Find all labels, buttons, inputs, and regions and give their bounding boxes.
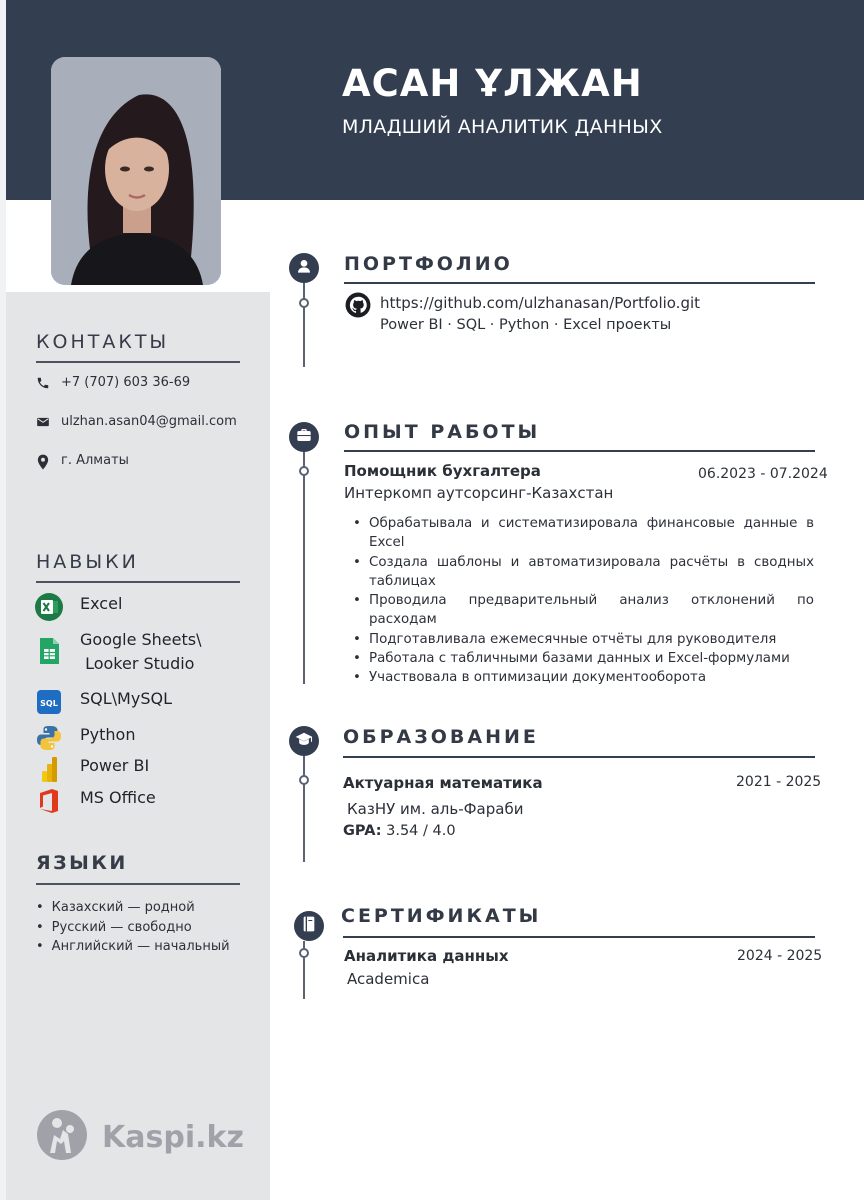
contact-phone[interactable] <box>36 375 190 390</box>
certificates-divider <box>343 936 815 938</box>
experience-heading: ОПЫТ РАБОТЫ <box>344 421 541 443</box>
job-duties-list <box>352 514 814 688</box>
certificates-section-icon <box>294 911 324 941</box>
kaspi-logo-icon <box>36 1109 88 1165</box>
contact-email[interactable] <box>36 414 237 429</box>
experience-timeline-dot <box>299 466 309 476</box>
skill-sheets-label-1: Google Sheets\ <box>80 630 202 649</box>
job-duty: • Проводила предварительный анализ отклонений по расходам <box>352 591 814 630</box>
skill-excel-label: Excel <box>80 594 123 613</box>
google-sheets-icon <box>34 636 64 666</box>
languages-divider <box>36 883 240 885</box>
certificates-heading: СЕРТИФИКАТЫ <box>341 905 542 927</box>
education-timeline-line <box>303 756 305 862</box>
language-item: • Английский — начальный <box>36 937 230 957</box>
skill-python <box>34 723 135 753</box>
skills-divider <box>36 581 240 583</box>
language-item: • Казахский — родной <box>36 898 230 918</box>
skill-power-bi <box>34 754 149 784</box>
portfolio-heading: ПОРТФОЛИО <box>344 253 513 275</box>
languages-list <box>36 898 230 957</box>
candidate-name: АСАН ҰЛЖАН <box>342 62 643 105</box>
city-text: г. Алматы <box>61 453 129 468</box>
job-duty: • Создала шаблоны и автоматизировала расчёты в сводных таблицах <box>352 553 814 592</box>
skill-sql-label: SQL\MySQL <box>80 689 172 708</box>
job-dates: 06.2023 - 07.2024 <box>698 466 828 482</box>
job-duty: • Участвовала в оптимизации документооборота <box>352 668 814 687</box>
skill-ms-office-label: MS Office <box>80 788 156 807</box>
certificates-timeline-dot <box>299 948 309 958</box>
gpa-value: 3.54 / 4.0 <box>381 823 456 839</box>
certificate-book-icon <box>302 916 316 936</box>
portfolio-divider <box>344 282 815 284</box>
phone-text: +7 (707) 603 36-69 <box>61 375 191 390</box>
education-dates: 2021 - 2025 <box>736 774 822 790</box>
sql-badge-text: SQL <box>40 699 58 708</box>
briefcase-icon <box>296 427 312 447</box>
ms-office-icon <box>34 786 64 816</box>
education-field: Актуарная математика <box>343 774 543 792</box>
languages-heading: ЯЗЫКИ <box>36 852 128 874</box>
education-divider <box>343 756 815 758</box>
phone-icon <box>36 376 50 390</box>
portfolio-section-icon <box>289 253 319 283</box>
gpa-label: GPA: <box>343 823 382 839</box>
job-position: Помощник бухгалтера <box>344 462 541 480</box>
certificate-provider: Academica <box>347 970 430 988</box>
skill-excel <box>34 592 122 622</box>
certificate-dates: 2024 - 2025 <box>737 948 823 964</box>
education-timeline-dot <box>299 775 309 785</box>
education-heading: ОБРАЗОВАНИЕ <box>343 726 539 748</box>
portfolio-link[interactable]: https://github.com/ulzhanasan/Portfolio.git <box>380 294 701 312</box>
power-bi-icon <box>34 754 64 784</box>
education-university: КазНУ им. аль-Фараби <box>347 800 524 818</box>
profile-photo <box>51 57 221 285</box>
kaspi-text: Kaspi.kz <box>102 1119 244 1155</box>
experience-section-icon <box>289 422 319 452</box>
skill-google-sheets <box>34 628 202 676</box>
experience-divider <box>344 450 815 452</box>
job-duty: • Обрабатывала и систематизировала финансовые данные в Excel <box>352 514 814 553</box>
skill-python-label: Python <box>80 725 136 744</box>
skill-sql <box>34 687 172 717</box>
location-pin-icon <box>36 454 50 468</box>
certificate-name: Аналитика данных <box>344 947 509 965</box>
github-icon <box>345 292 371 318</box>
kaspi-watermark <box>36 1109 244 1165</box>
python-icon <box>34 723 64 753</box>
graduation-cap-icon <box>295 731 313 751</box>
email-text: ulzhan.asan04@gmail.com <box>61 414 237 429</box>
candidate-role: МЛАДШИЙ АНАЛИТИК ДАННЫХ <box>342 116 663 138</box>
skill-ms-office <box>34 786 156 816</box>
skill-sheets-label-2: Looker Studio <box>80 654 195 673</box>
language-item: • Русский — свободно <box>36 918 230 938</box>
portfolio-timeline-dot <box>299 298 309 308</box>
contact-city <box>36 453 129 468</box>
excel-icon <box>34 592 64 622</box>
skill-power-bi-label: Power BI <box>80 756 150 775</box>
job-duty: • Подготавливала ежемесячные отчёты для руководителя <box>352 630 814 649</box>
user-icon <box>296 258 312 278</box>
mail-icon <box>36 415 50 429</box>
job-company: Интеркомп аутсорсинг-Казахстан <box>344 484 614 502</box>
contacts-heading: КОНТАКТЫ <box>36 331 170 353</box>
job-duty: • Работала с табличными базами данных и Excel-формулами <box>352 649 814 668</box>
experience-timeline-line <box>303 452 305 684</box>
skills-heading: НАВЫКИ <box>36 551 139 573</box>
sql-icon <box>34 687 64 717</box>
portfolio-projects: Power BI · SQL · Python · Excel проекты <box>380 317 672 333</box>
education-section-icon <box>289 726 319 756</box>
contacts-divider <box>36 361 240 363</box>
portfolio-timeline-line <box>303 283 305 367</box>
education-gpa <box>343 823 456 839</box>
